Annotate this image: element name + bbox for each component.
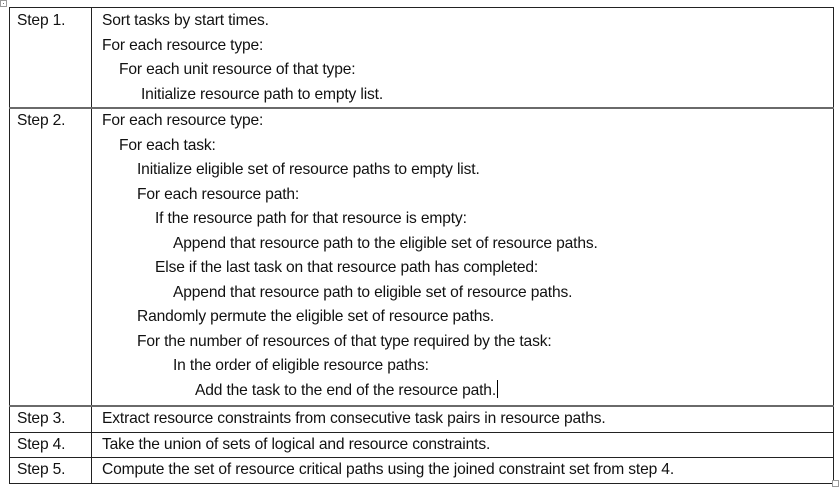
pseudocode-line: Sort tasks by start times. <box>102 12 269 29</box>
step-label-cell[interactable] <box>10 458 92 484</box>
pseudocode-line: For each task: <box>119 136 216 154</box>
pseudocode-line: For each resource path: <box>137 185 300 203</box>
step-label: Step 5. <box>17 461 66 478</box>
step-label-cell[interactable] <box>10 406 92 432</box>
step-body-cell[interactable] <box>92 108 834 406</box>
table-resize-handle[interactable] <box>832 480 839 487</box>
step-label: Step 3. <box>17 410 66 427</box>
pseudocode-line: Initialize resource path to empty list. <box>141 85 384 103</box>
pseudocode-line: Randomly permute the eligible set of resource paths. <box>137 308 495 325</box>
pseudocode-line: Take the union of sets of logical and resource constraints. <box>102 435 491 453</box>
pseudocode-line: Else if the last task on that resource path has completed: <box>155 259 539 276</box>
pseudocode-line: For each unit resource of that type: <box>119 61 356 78</box>
pseudocode-line: Compute the set of resource critical paths using the joined constraint set from step 4. <box>102 461 675 478</box>
pseudocode-line: In the order of eligible resource paths: <box>173 357 429 374</box>
pseudocode-line: Extract resource constraints from consecutive task pairs in resource paths. <box>102 410 606 427</box>
algorithm-table <box>9 7 834 484</box>
table-row-step-2 <box>10 108 834 406</box>
table-row-step-1 <box>10 8 834 109</box>
step-label: Step 4. <box>17 435 66 453</box>
pseudocode-line-with-caret <box>102 379 833 404</box>
table-row-step-5 <box>10 458 834 484</box>
pseudocode-line: Append that resource path to the eligible set of resource paths. <box>173 234 598 252</box>
step-body-cell[interactable] <box>92 406 834 432</box>
step-label-cell[interactable] <box>10 8 92 109</box>
pseudocode-line: If the resource path for that resource is empty: <box>155 210 467 227</box>
pseudocode-line: For each resource type: <box>102 112 264 129</box>
step-label: Step 1. <box>17 12 66 29</box>
step-body-cell[interactable] <box>92 432 834 458</box>
step-label-cell[interactable] <box>10 108 92 406</box>
pseudocode-line: For the number of resources of that type required by the task: <box>137 332 552 350</box>
pseudocode-line: Add the task to the end of the resource path. <box>195 381 496 399</box>
table-move-handle[interactable] <box>0 0 7 7</box>
text-cursor <box>497 380 498 398</box>
pseudocode-line: Initialize eligible set of resource paths to empty list. <box>137 161 480 178</box>
step-body-cell[interactable] <box>92 458 834 484</box>
table-row-step-4 <box>10 432 834 458</box>
step-label-cell[interactable] <box>10 432 92 458</box>
step-label: Step 2. <box>17 112 66 129</box>
table-row-step-3 <box>10 406 834 432</box>
step-body-cell[interactable] <box>92 8 834 109</box>
pseudocode-line: Append that resource path to eligible set of resource paths. <box>173 283 573 301</box>
pseudocode-line: For each resource type: <box>102 36 264 54</box>
